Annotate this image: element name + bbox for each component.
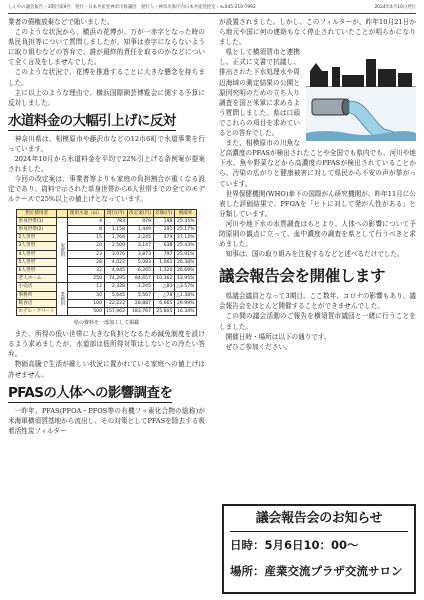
table-cell: 16.34% [174, 307, 196, 315]
table-cell: 5,645 [104, 291, 127, 299]
table-cell-user: 4人世帯 [17, 250, 57, 258]
table-cell: 20 [68, 242, 104, 250]
table-cell-user: 3人世帯 [17, 242, 57, 250]
table-cell: 3,076 [104, 250, 127, 258]
table-cell: 12 [68, 283, 104, 291]
table-cell: 157,962 [106, 308, 126, 314]
table-row [17, 258, 197, 266]
table-cell: 23 [68, 250, 104, 258]
table-cell: 979 [127, 217, 153, 225]
table-cell: 783 [104, 217, 127, 225]
table-cell: 1,766 [104, 234, 127, 242]
pfas-paragraph: また、相模原市の川魚など高濃度のPFASが検出されたことや全国でも県内でも、河川や地下水、魚や野菜などから高濃度のPFASが検出されていることから、汚染の広がりと健康被害に対して県民から不安の声が挙がっています。 [219, 139, 416, 188]
table-cell: △3.57% [176, 284, 195, 290]
table-cell: 28 [68, 258, 104, 266]
discharge-pipe-illustration [306, 49, 416, 141]
intro-paragraph: 主に以上のような理由で、横浜国際園芸博覧会に関する予算に反対しました。 [8, 88, 205, 107]
table-cell: 100 [68, 299, 104, 307]
table-cell: 6,665 [153, 299, 174, 307]
table-header-row [17, 209, 197, 217]
table-row [17, 217, 197, 225]
meeting-paragraph: 県議会議員となって3期目。ここ数年、コロナの影響もあり、議会報告会をほとんど開催することができませんでした。 [219, 292, 416, 311]
table-cell: 500 [68, 307, 104, 315]
table-cell: 2,245 [127, 234, 153, 242]
table-cell: 797 [153, 250, 174, 258]
water-heading: 水道料金の大幅引上げに反対 [8, 112, 176, 129]
pfas-paragraph: 河川や地下水の水質調査はもとより、人体への影響について予防原則の観点に立って、血中濃度の調査を県として行うべきと求めました。 [219, 219, 416, 249]
water-rate-table [16, 209, 197, 317]
table-cell: 25.43% [174, 242, 196, 250]
table-header-cell: 想定使用者 [17, 209, 57, 217]
table-header-cell: 増減率 [174, 209, 196, 217]
table-row [17, 299, 197, 307]
intro-paragraph: このような状況から、横浜の花博が、万が一赤字となった時の県民負担等について質問しましたが、知事は赤字にならないように取り組むなどの答弁で、誰が最終的責任を取るのかなどについて全く言及をしませんでした。 [8, 28, 205, 67]
table-cell: 22,222 [104, 299, 127, 307]
table-header-cell: 使用水量（㎥） [69, 210, 103, 216]
table-cell: 27.12% [174, 234, 196, 242]
table-cell: 32 [68, 266, 104, 274]
table-cell-user: 単身世帯(2) [17, 225, 57, 233]
table-cell-user: 小売店 [17, 283, 57, 291]
table-row [17, 275, 197, 283]
issue-date: 2024年4月10日発行 [374, 5, 416, 10]
table-row [17, 307, 197, 315]
table-cell: 10,362 [153, 275, 174, 283]
table-cell: 25,805 [153, 307, 174, 315]
pfas-paragraph: 世界保健機関(WHO)傘下の国際がん研究機関が、昨年11月に公表した評価結果で、PFOAを「ヒトに対して発がん性がある」と分類しています。 [219, 189, 416, 218]
pfas-heading: PFASの人体への影響調査を [8, 384, 173, 401]
table-cell: 29.99% [174, 299, 196, 307]
pfas-paragraph: 一昨年、PFAS(PFOA・PFOS等の有機フッ素化合物の総称)が米海軍横須賀基地から流出し、その対策としてPFASを除去する吸着活性炭フィルター [8, 406, 205, 435]
table-cell: 2,245 [127, 283, 153, 291]
table-cell: 291 [153, 225, 174, 233]
table-cell-user: 飲食店 [17, 299, 57, 307]
table-cell: 6,265 [127, 266, 153, 274]
table-cell: 25.91% [174, 250, 196, 258]
table-cell-user: 6人世帯 [17, 266, 57, 274]
table-cell: 84,657 [127, 275, 153, 283]
table-cell: △78 [153, 291, 174, 299]
table-cell-user: 2人世帯 [17, 234, 57, 242]
table-group-label: 業務用 [57, 283, 68, 316]
table-cell: 2,509 [104, 242, 127, 250]
table-group-label: 家庭用 [57, 217, 68, 283]
table-header-cell: 差額(円) [155, 210, 173, 216]
table-row [17, 250, 197, 258]
table-cell: 4,022 [104, 258, 127, 266]
table-cell: 8 [68, 225, 104, 233]
table-cell: 28,887 [127, 299, 153, 307]
table-cell: 74,295 [104, 275, 127, 283]
table-cell: 1,061 [153, 258, 174, 266]
table-cell: 1,320 [153, 266, 174, 274]
table-cell: 4,945 [104, 266, 127, 274]
table-cell: 250 [68, 275, 104, 283]
pfas-paragraph: が設置されました。しかし、このフィルターが、昨年10月21日から地元や国に何の連絡もなく停止されていたことが明らかになりました。 [219, 18, 416, 47]
masthead-left: しんやの議会報告・3期目第9号 発行・日本共産党神奈川県議団 発行人・神奈川県庁内日本共産党控室・℡045-210-7992 [8, 5, 256, 10]
table-cell: 3,147 [127, 242, 153, 250]
table-cell: 1,449 [127, 225, 153, 233]
table-cell: △83 [153, 283, 174, 291]
table-cell: △1.38% [176, 292, 195, 298]
table-cell: 26.69% [174, 266, 196, 274]
table-cell-user: 事務所 [17, 291, 57, 299]
table-row [17, 266, 197, 274]
table-cell: 5,083 [127, 258, 153, 266]
right-column [219, 17, 416, 352]
table-row [17, 234, 197, 242]
table-cell-user: 老人ホーム [17, 275, 57, 283]
water-paragraph: また、所得の低い世帯に大きな負担となるため減免制度を設けるよう求めましたが、水道部は低所得対策はしないとの冷たい答弁。 [8, 330, 205, 359]
pfas-paragraph: 県として横須賀市と連携し、正式に文書で抗議し、排出された下水処理水や周辺海域の測定結果の公開と原因究明のための立ち入り調査を国と米軍に求めるよう質問しました。県は口頭でこれらの項目を求めているとの答弁でした。 [219, 48, 300, 138]
table-cell: 25.17% [174, 225, 196, 233]
table-caption: 県の資料を一部加工して掲載 [73, 320, 139, 327]
table-cell: 25.35% [174, 217, 196, 225]
water-paragraph: 今回の改定案は、事業者等よりも家庭の負担割合が重くなる設定であり、資料で示された単身世帯から6人世帯までの全てのモデルケースで25%以上の値上げとなっています。 [8, 175, 205, 204]
table-cell: 5,567 [127, 291, 153, 299]
table-header-cell [57, 209, 68, 217]
table-cell-user: ホテル・アパート [18, 308, 55, 314]
table-cell: 198 [153, 217, 174, 225]
table-row [17, 291, 197, 299]
water-paragraph: 物価高騰で生活が厳しい状況に置かれている家庭への値上げは許せません。 [8, 360, 205, 379]
table-header-cell: 改定案(円) [129, 210, 151, 216]
table-cell: 638 [153, 242, 174, 250]
table-cell: 13.95% [174, 275, 196, 283]
meeting-paragraph: 開催日時・場所は以下の通りです。 [225, 332, 331, 341]
intro-paragraph: 業者の債権放棄などで賄いました。 [8, 18, 114, 26]
notice-place: 場所：産業交流プラザ交流サロン [230, 564, 403, 578]
table-header-cell: 現行(円) [104, 209, 127, 217]
table-cell: 30 [68, 291, 104, 299]
table-row [17, 283, 197, 291]
table-cell: 15 [68, 234, 104, 242]
pipe-outflow-icon [306, 49, 416, 141]
table-row [17, 225, 197, 233]
intro-paragraph: このような状況で、花博を推進することに大きな懸念を持ちました。 [8, 68, 205, 87]
masthead-rule [8, 13, 416, 14]
table-cell-user: 5人世帯 [17, 258, 57, 266]
table-cell: 2,328 [104, 283, 127, 291]
masthead [8, 4, 416, 12]
notice-datetime: 日時：5月6日10：00～ [230, 538, 359, 552]
table-cell: 26.38% [174, 258, 196, 266]
table-cell: 4 [68, 217, 104, 225]
notice-title: 議会報告会のお知らせ [255, 511, 383, 526]
pfas-paragraph: 知事は、国の取り組みを注視するなどと述べるだけでした。 [225, 250, 404, 259]
meeting-notice-box [222, 504, 416, 594]
table-cell: 183,767 [127, 307, 153, 315]
left-column [8, 17, 205, 436]
table-cell: 3,873 [127, 250, 153, 258]
table-cell: 479 [153, 234, 174, 242]
water-paragraph: 2024年10月から水道料金を平均で22%引上げる条例案が提案されました。 [8, 155, 205, 174]
water-paragraph: 神奈川県は、相模原市や藤沢市などの12市6町で水道事業を行っています。 [8, 134, 205, 153]
table-cell: 1,158 [104, 225, 127, 233]
table-cell-user: 単身世帯(1) [17, 217, 57, 225]
report-meeting-banner: 議会報告会を開催します [219, 267, 386, 286]
meeting-paragraph: この間の議会活動のご報告を横須賀市議団と一緒に行うことをしました。 [219, 312, 416, 331]
meeting-paragraph: ぜひご参加ください。 [225, 342, 292, 351]
table-row [17, 242, 197, 250]
table-body [17, 217, 197, 315]
